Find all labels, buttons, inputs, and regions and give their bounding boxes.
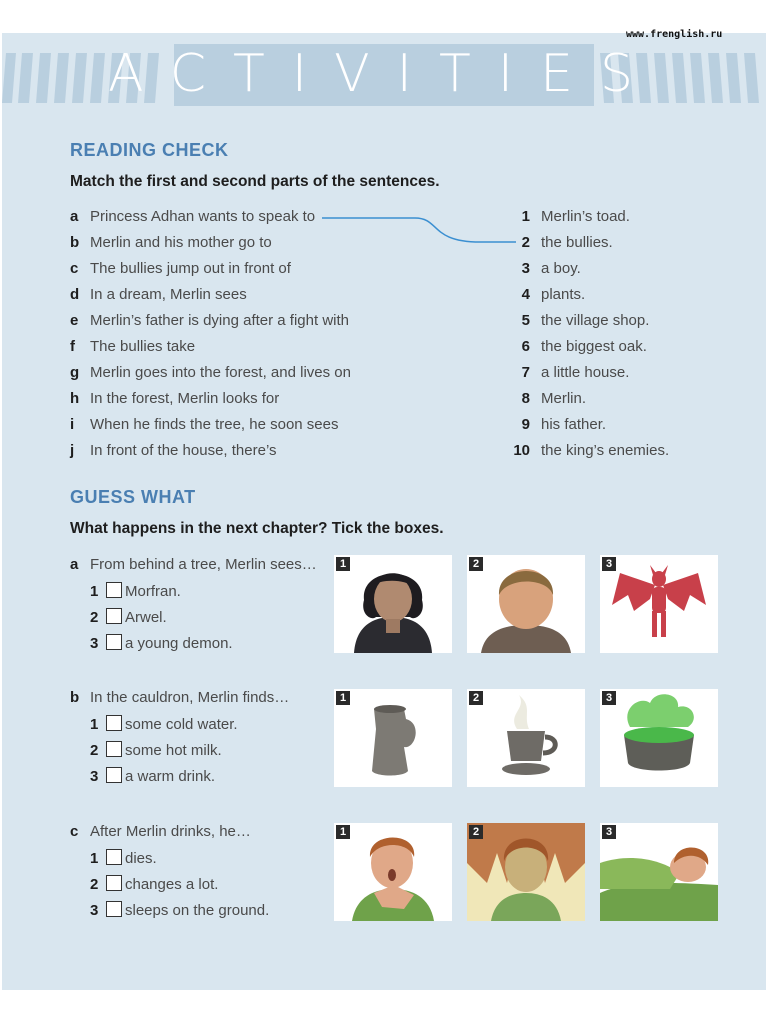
match-left-item: b Merlin and his mother go to: [70, 234, 272, 251]
match-right-text: the village shop.: [541, 312, 650, 329]
guess-what-heading: GUESS WHAT: [70, 487, 196, 507]
match-right-text: Merlin.: [541, 390, 587, 407]
picture-jug: 1: [334, 689, 452, 787]
checkbox[interactable]: [106, 608, 122, 624]
match-left-item: f The bullies take: [70, 338, 196, 355]
match-right-text: his father.: [541, 416, 607, 433]
match-right-text: a boy.: [541, 260, 581, 277]
reading-check-heading: READING CHECK: [70, 140, 229, 160]
checkbox[interactable]: [106, 875, 122, 891]
checkbox[interactable]: [106, 741, 122, 757]
match-right-number: 10: [513, 442, 530, 459]
match-right-text: the biggest oak.: [541, 338, 647, 355]
option: 2 changes a lot.: [90, 876, 219, 893]
picture-steaming-mug: 2: [467, 689, 585, 787]
picture-changing-boy: 2: [467, 823, 585, 921]
match-right-text: the bullies.: [541, 234, 613, 251]
question-b: b In the cauldron, Merlin finds…: [70, 689, 290, 706]
match-left-item: h In the forest, Merlin looks for: [70, 390, 280, 407]
picture-dark-haired-youth: 1: [334, 555, 452, 653]
match-right-number: 4: [521, 286, 530, 303]
checkbox[interactable]: [106, 767, 122, 783]
match-left-item: g Merlin goes into the forest, and lives on: [70, 364, 351, 381]
match-right-text: plants.: [541, 286, 586, 303]
picture-cauldron: 3: [600, 689, 718, 787]
question-c: c After Merlin drinks, he…: [70, 823, 251, 840]
site-watermark: www.frenglish.ru: [626, 29, 723, 40]
reading-check-instruction: Match the first and second parts of the sentences.: [70, 173, 440, 190]
match-right-number: 1: [521, 208, 530, 225]
match-left-item: d In a dream, Merlin sees: [70, 286, 247, 303]
guess-what-instruction: What happens in the next chapter? Tick the boxes.: [70, 520, 444, 537]
option: 2 Arwel.: [90, 609, 167, 626]
match-right-text: a little house.: [541, 364, 630, 381]
match-left-item: e Merlin’s father is dying after a fight with: [70, 312, 350, 329]
checkbox[interactable]: [106, 634, 122, 650]
match-left-item: c The bullies jump out in front of: [70, 260, 291, 277]
picture-boy: 2: [467, 555, 585, 653]
match-right-number: 5: [521, 312, 530, 329]
match-left-item: i When he finds the tree, he soon sees: [70, 416, 339, 433]
checkbox[interactable]: [106, 715, 122, 731]
match-left-item: j In front of the house, there’s: [70, 442, 277, 459]
match-right-text: the king’s enemies.: [541, 442, 670, 459]
match-right-number: 6: [521, 338, 530, 355]
match-right-text: Merlin’s toad.: [541, 208, 630, 225]
match-right-number: 8: [521, 390, 530, 407]
banner-title: ACTIVITIES: [108, 44, 660, 104]
checkbox[interactable]: [106, 582, 122, 598]
question-a: a From behind a tree, Merlin sees…: [70, 556, 317, 573]
match-right-number: 3: [521, 260, 530, 277]
example-match-line: [320, 212, 520, 248]
option: 1 dies.: [90, 850, 157, 867]
match-right-number: 9: [521, 416, 530, 433]
option: 3 a warm drink.: [90, 768, 216, 785]
option: 3 a young demon.: [90, 635, 233, 652]
option: 2 some hot milk.: [90, 742, 222, 759]
option: 1 some cold water.: [90, 716, 238, 733]
option: 1 Morfran.: [90, 583, 181, 600]
match-right-number: 2: [521, 234, 530, 251]
match-right-number: 7: [521, 364, 530, 381]
picture-demon: 3: [600, 555, 718, 653]
match-left-item: a Princess Adhan wants to speak to: [70, 208, 316, 225]
option: 3 sleeps on the ground.: [90, 902, 270, 919]
checkbox[interactable]: [106, 849, 122, 865]
picture-sleeping-boy: 3: [600, 823, 718, 921]
picture-choking-boy: 1: [334, 823, 452, 921]
checkbox[interactable]: [106, 901, 122, 917]
